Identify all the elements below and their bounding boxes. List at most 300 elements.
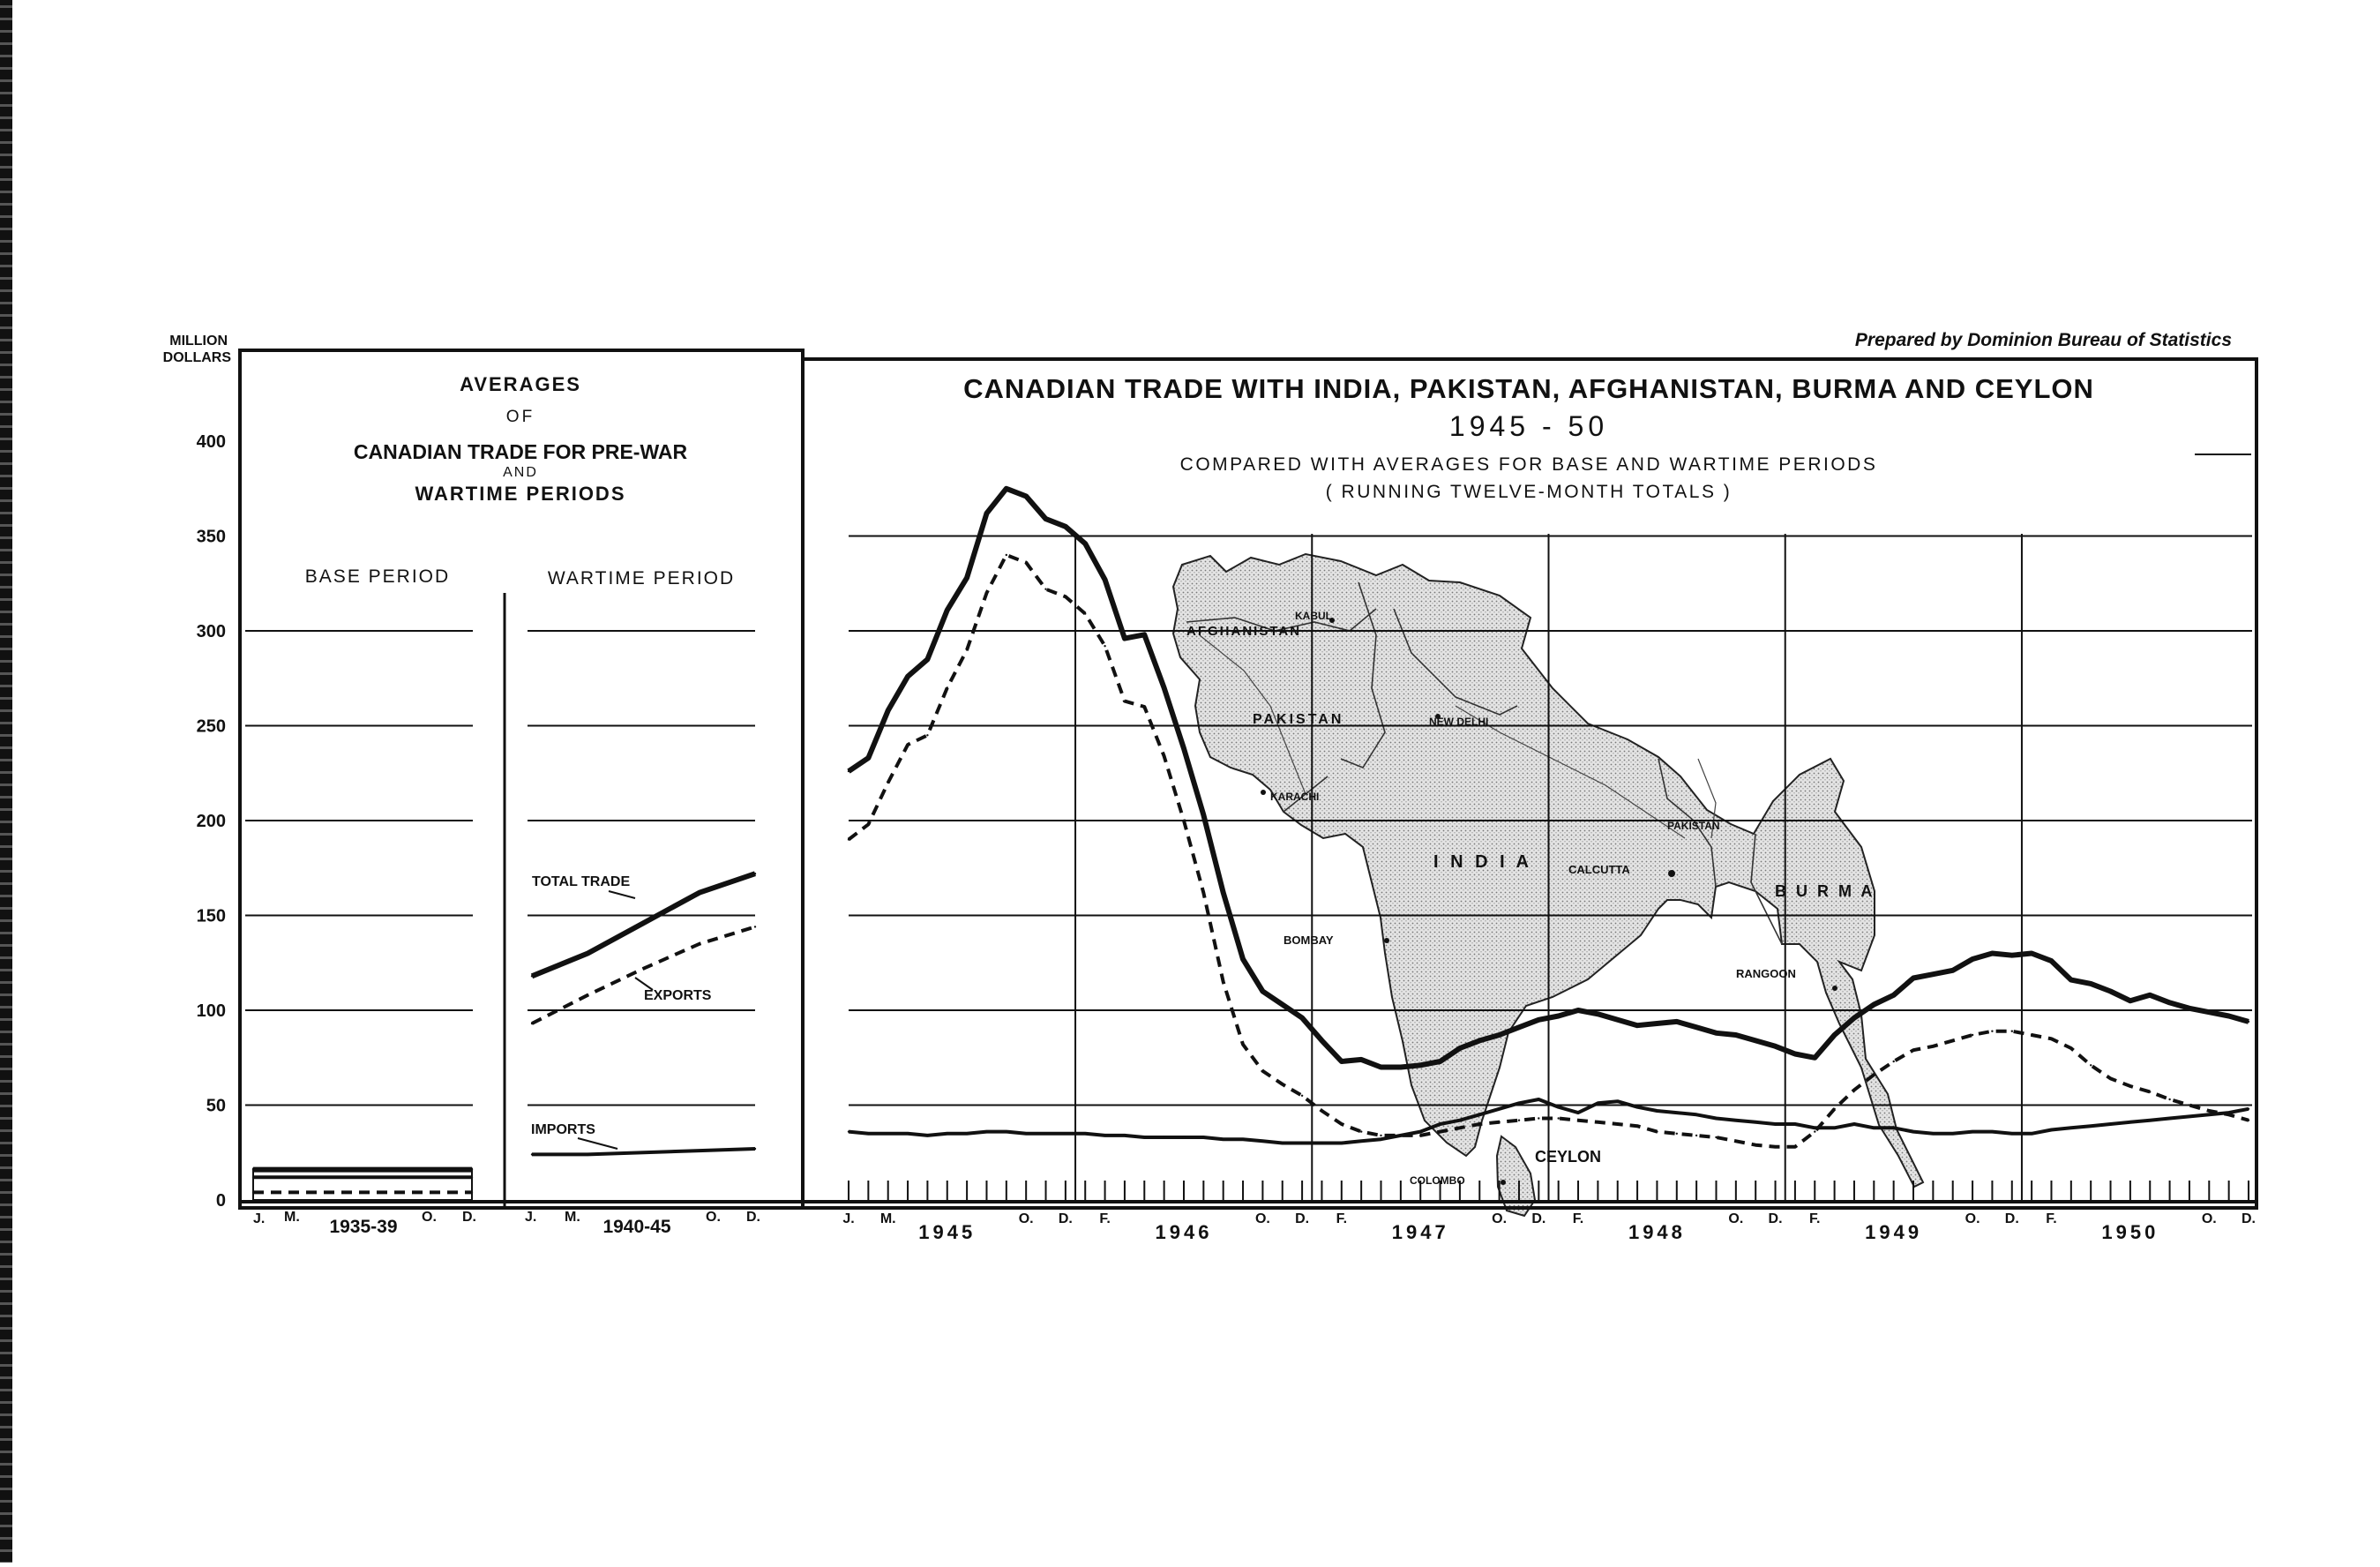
main-exports-point-61 (2050, 1038, 2052, 1039)
war-total-trade-point-0 (531, 975, 533, 977)
main-exports-point-15 (1143, 706, 1145, 708)
main-exports-point-32 (1478, 1123, 1480, 1125)
main-imports-point-65 (2129, 1121, 2131, 1123)
main-imports-point-53 (1893, 1127, 1895, 1128)
base-total-trade-point-0 (252, 1168, 254, 1170)
main-imports-point-43 (1695, 1113, 1697, 1115)
main-total-trade-point-31 (1459, 1047, 1461, 1049)
base-period-years: 1935-39 (329, 1217, 398, 1237)
main-exports-point-18 (1202, 892, 1204, 894)
main-exports-point-64 (2109, 1077, 2111, 1079)
scan-binding-edge (0, 0, 12, 1563)
main-exports-point-51 (1853, 1089, 1855, 1091)
main-total-trade-point-12 (1084, 543, 1086, 544)
main-exports-point-62 (2070, 1047, 2072, 1049)
base-exports-point-2 (398, 1191, 400, 1193)
map-label-bombay: BOMBAY (1284, 933, 1334, 947)
main-exports-point-36 (1558, 1117, 1560, 1119)
main-imports-point-26 (1360, 1140, 1362, 1142)
wartime-period-years: 1940-45 (602, 1217, 671, 1237)
main-exports-point-42 (1676, 1133, 1678, 1135)
main-imports-point-47 (1774, 1123, 1776, 1125)
main-imports-point-70 (2227, 1112, 2229, 1113)
y-axis-unit-line2: DOLLARS (162, 350, 231, 365)
main-imports-point-29 (1419, 1130, 1421, 1132)
map-city-dot-karachi (1261, 790, 1266, 795)
main-exports-point-6 (966, 649, 968, 650)
main-total-trade-point-11 (1065, 526, 1067, 528)
main-total-trade-point-16 (1163, 686, 1164, 688)
main-total-trade-point-33 (1498, 1034, 1500, 1036)
y-tick-label-50: 50 (206, 1096, 226, 1116)
base-total-trade-point-2 (398, 1168, 400, 1170)
main-imports-point-22 (1282, 1142, 1284, 1143)
main-year-label-1946: 1946 (1155, 1221, 1213, 1243)
main-total-trade-point-25 (1341, 1061, 1343, 1062)
main-imports-point-50 (1833, 1127, 1835, 1128)
map-label-india: I N D I A (1433, 852, 1532, 872)
main-x-tick-label-5: O. (1254, 1211, 1270, 1226)
y-tick-label-400: 400 (196, 432, 226, 452)
map-label-pakistan-west: PAKISTAN (1253, 712, 1344, 727)
main-total-trade-point-56 (1952, 970, 1954, 971)
map-label-new-delhi: NEW DELHI (1429, 716, 1489, 728)
main-total-trade-point-22 (1282, 1003, 1284, 1005)
main-exports-point-57 (1972, 1034, 1973, 1036)
war-total-trade-point-1 (587, 952, 588, 954)
map-city-dot-bombay (1384, 938, 1389, 943)
war-month-o: O. (706, 1210, 721, 1225)
main-imports-point-57 (1972, 1130, 1973, 1132)
map-label-rangoon: RANGOON (1736, 967, 1796, 980)
main-exports-point-26 (1360, 1130, 1362, 1132)
main-total-trade-point-9 (1025, 495, 1027, 497)
main-imports-point-32 (1478, 1113, 1480, 1115)
main-exports-point-46 (1755, 1144, 1756, 1146)
main-imports-point-19 (1223, 1138, 1224, 1140)
main-total-trade-point-64 (2109, 990, 2111, 992)
main-exports-point-7 (985, 592, 987, 594)
main-exports-point-0 (848, 838, 849, 840)
main-imports-point-28 (1400, 1135, 1402, 1136)
war-exports-point-4 (754, 926, 756, 927)
main-total-trade-point-1 (867, 757, 869, 759)
main-imports-point-5 (947, 1133, 948, 1135)
main-total-trade-point-28 (1400, 1066, 1402, 1068)
main-total-trade-point-38 (1597, 1013, 1598, 1015)
main-exports-point-27 (1380, 1135, 1381, 1136)
main-imports-point-8 (1006, 1130, 1007, 1132)
main-imports-point-1 (867, 1133, 869, 1135)
main-total-trade-point-63 (2090, 983, 2092, 985)
main-total-trade-point-41 (1656, 1023, 1658, 1024)
war-month-m: M. (565, 1210, 580, 1225)
base-total-trade-point-1 (326, 1168, 327, 1170)
base-month-j: J. (253, 1211, 266, 1226)
main-x-tick-label-10: F. (1572, 1211, 1584, 1226)
main-imports-point-13 (1104, 1135, 1105, 1136)
main-imports-point-71 (2248, 1108, 2249, 1110)
base-imports-point-2 (398, 1176, 400, 1178)
war-imports-point-2 (642, 1151, 644, 1153)
main-total-trade-point-8 (1006, 488, 1007, 490)
main-x-axis (242, 1181, 2256, 1243)
main-total-trade-point-37 (1577, 1009, 1579, 1011)
main-exports-point-12 (1084, 612, 1086, 614)
main-total-trade-point-35 (1538, 1019, 1539, 1021)
main-x-tick-label-7: F. (1336, 1211, 1348, 1226)
main-total-trade-point-67 (2168, 1001, 2170, 1003)
main-imports-point-36 (1558, 1106, 1560, 1108)
main-imports-point-3 (907, 1133, 909, 1135)
main-exports-point-25 (1341, 1123, 1343, 1125)
main-exports-point-9 (1025, 561, 1027, 563)
base-exports-point-1 (326, 1191, 327, 1193)
main-exports-point-11 (1065, 596, 1067, 597)
main-total-trade-point-6 (966, 577, 968, 579)
main-total-trade-point-69 (2208, 1011, 2210, 1013)
main-total-trade-point-32 (1478, 1039, 1480, 1041)
main-exports-point-24 (1321, 1110, 1322, 1112)
main-exports-point-20 (1242, 1044, 1244, 1046)
y-tick-label-350: 350 (196, 527, 226, 547)
main-imports-point-66 (2149, 1120, 2151, 1121)
base-imports-point-0 (252, 1176, 254, 1178)
map-label-karachi: KARACHI (1270, 791, 1320, 803)
main-x-tick-label-6: D. (1295, 1211, 1310, 1226)
series-label-imports: IMPORTS (531, 1122, 595, 1137)
main-imports-point-9 (1025, 1133, 1027, 1135)
main-exports-point-65 (2129, 1085, 2131, 1087)
base-month-m: M. (284, 1210, 300, 1225)
map-label-calcutta: CALCUTTA (1568, 863, 1630, 876)
main-x-tick-label-16: F. (2046, 1211, 2057, 1226)
main-total-trade-point-62 (2070, 978, 2072, 980)
main-x-tick-label-14: O. (1965, 1211, 1980, 1226)
main-total-trade-point-44 (1715, 1032, 1717, 1034)
main-total-trade-point-52 (1873, 1003, 1875, 1005)
main-x-tick-label-8: O. (1492, 1211, 1508, 1226)
main-total-trade-point-61 (2050, 960, 2052, 962)
war-imports-point-4 (754, 1148, 756, 1150)
main-total-trade-point-24 (1321, 1039, 1322, 1041)
main-total-trade-point-39 (1617, 1019, 1619, 1021)
main-total-trade-point-2 (887, 709, 889, 711)
main-exports-point-55 (1932, 1046, 1934, 1047)
main-total-trade-point-57 (1972, 958, 1973, 960)
main-imports-point-25 (1341, 1142, 1343, 1143)
y-tick-label-300: 300 (196, 622, 226, 641)
main-total-trade-point-29 (1419, 1064, 1421, 1066)
main-total-trade-point-60 (2031, 952, 2032, 954)
main-exports-point-1 (867, 823, 869, 825)
main-total-trade-point-5 (947, 609, 948, 611)
left-title-line5: WARTIME PERIODS (415, 483, 626, 505)
main-exports-point-21 (1261, 1070, 1263, 1072)
main-imports-point-42 (1676, 1112, 1678, 1113)
main-total-trade-point-49 (1814, 1057, 1815, 1059)
main-exports-point-59 (2011, 1031, 2013, 1032)
main-imports-point-18 (1202, 1136, 1204, 1138)
main-imports-point-16 (1163, 1136, 1164, 1138)
main-exports-point-40 (1636, 1125, 1638, 1127)
main-exports-point-53 (1893, 1061, 1895, 1062)
main-total-trade-point-10 (1044, 518, 1046, 520)
main-total-trade-point-51 (1853, 1016, 1855, 1018)
main-exports-point-16 (1163, 755, 1164, 757)
main-exports-point-31 (1459, 1127, 1461, 1128)
main-imports-point-7 (985, 1130, 987, 1132)
left-panel-text (253, 373, 760, 1237)
left-title-line4: AND (503, 465, 538, 480)
main-title-block (963, 373, 2094, 502)
credit-text: Prepared by Dominion Bureau of Statistics (1854, 330, 2232, 350)
map-ceylon-island (1497, 1136, 1535, 1216)
main-imports-point-45 (1735, 1120, 1737, 1121)
series-label-pointers (578, 891, 653, 1149)
map-label-afghanistan: AFGHANISTAN (1186, 624, 1302, 639)
main-imports-point-15 (1143, 1136, 1145, 1138)
main-imports-point-12 (1084, 1133, 1086, 1135)
base-total-trade-point-3 (471, 1168, 473, 1170)
base-imports-point-1 (326, 1176, 327, 1178)
main-total-trade-point-14 (1124, 637, 1126, 639)
main-exports-point-19 (1223, 981, 1224, 983)
main-x-tick-label-15: D. (2004, 1211, 2019, 1226)
base-month-d: D. (462, 1210, 476, 1225)
main-exports-point-66 (2149, 1091, 2151, 1092)
main-x-tick-label-17: O. (2201, 1211, 2217, 1226)
main-exports-point-47 (1774, 1146, 1776, 1148)
main-exports-point-8 (1006, 554, 1007, 556)
war-exports-point-1 (587, 994, 588, 996)
main-total-trade-point-40 (1636, 1024, 1638, 1026)
main-total-trade-point-65 (2129, 1000, 2131, 1001)
main-exports-point-48 (1794, 1146, 1796, 1148)
series-label-total-trade: TOTAL TRADE (532, 874, 631, 889)
main-imports-point-56 (1952, 1133, 1954, 1135)
main-year-label-1948: 1948 (1628, 1221, 1686, 1243)
main-total-trade-point-36 (1558, 1015, 1560, 1016)
y-tick-label-0: 0 (215, 1191, 226, 1211)
main-imports-point-38 (1597, 1102, 1598, 1104)
main-imports-point-55 (1932, 1133, 1934, 1135)
main-exports-point-58 (1991, 1031, 1993, 1032)
main-exports-point-68 (2189, 1104, 2190, 1106)
main-exports-point-54 (1912, 1049, 1914, 1051)
map-label-burma: B U R M A (1775, 882, 1875, 900)
main-imports-point-40 (1636, 1106, 1638, 1108)
main-total-trade-point-48 (1794, 1053, 1796, 1054)
main-x-tick-label-9: D. (1531, 1211, 1546, 1226)
main-imports-point-33 (1498, 1108, 1500, 1110)
map-city-dot-colombo (1501, 1180, 1506, 1185)
main-x-tick-label-0: J. (842, 1211, 855, 1226)
main-total-trade-point-26 (1360, 1059, 1362, 1061)
main-imports-point-23 (1301, 1142, 1303, 1143)
main-exports-point-67 (2168, 1098, 2170, 1100)
main-imports-point-31 (1459, 1120, 1461, 1121)
main-total-trade-point-0 (848, 770, 849, 772)
main-x-tick-label-4: F. (1099, 1211, 1111, 1226)
main-exports-point-33 (1498, 1121, 1500, 1123)
main-imports-point-24 (1321, 1142, 1322, 1143)
main-x-tick-label-11: O. (1728, 1211, 1744, 1226)
map-label-colombo: COLOMBO (1410, 1174, 1465, 1187)
main-exports-point-14 (1124, 700, 1126, 701)
main-years: 1945 - 50 (1448, 410, 1609, 442)
main-imports-point-54 (1912, 1130, 1914, 1132)
main-imports-point-64 (2109, 1123, 2111, 1125)
main-exports-point-37 (1577, 1120, 1579, 1121)
main-imports-point-52 (1873, 1127, 1875, 1128)
y-axis-ticks (197, 432, 226, 1211)
main-total-trade-point-58 (1991, 952, 1993, 954)
main-x-tick-label-2: O. (1018, 1211, 1034, 1226)
base-exports-point-3 (471, 1191, 473, 1193)
main-total-trade-point-55 (1932, 973, 1934, 975)
y-tick-label-150: 150 (196, 906, 226, 926)
main-imports-point-14 (1124, 1135, 1126, 1136)
war-month-d: D. (746, 1210, 760, 1225)
main-x-tick-label-1: M. (879, 1211, 896, 1226)
main-total-trade-point-66 (2149, 994, 2151, 996)
main-imports-point-68 (2189, 1115, 2190, 1117)
main-imports-point-20 (1242, 1138, 1244, 1140)
main-exports-point-2 (887, 782, 889, 784)
main-exports-point-60 (2031, 1034, 2032, 1036)
main-x-tick-label-13: F. (1809, 1211, 1821, 1226)
war-exports-line (532, 926, 755, 1023)
main-total-trade-point-15 (1143, 634, 1145, 635)
main-exports-point-10 (1044, 589, 1046, 590)
map-city-dot-calcutta (1668, 870, 1675, 877)
main-exports-point-35 (1538, 1117, 1539, 1119)
war-month-j: J. (525, 1210, 537, 1225)
main-exports-point-29 (1419, 1135, 1421, 1136)
main-imports-point-48 (1794, 1123, 1796, 1125)
main-imports-point-0 (848, 1130, 849, 1132)
war-total-trade-point-3 (699, 892, 700, 894)
left-title-line3: CANADIAN TRADE FOR PRE-WAR (353, 440, 688, 463)
main-imports-point-49 (1814, 1127, 1815, 1128)
main-year-label-1947: 1947 (1391, 1221, 1449, 1243)
y-tick-label-100: 100 (196, 1001, 226, 1021)
main-imports-point-59 (2011, 1133, 2013, 1135)
main-total-trade-point-54 (1912, 977, 1914, 978)
base-month-o: O. (422, 1210, 437, 1225)
main-total-trade-point-3 (907, 675, 909, 677)
main-exports-point-23 (1301, 1095, 1303, 1097)
war-imports-point-3 (699, 1150, 700, 1151)
main-exports-point-69 (2208, 1110, 2210, 1112)
main-imports-point-2 (887, 1133, 889, 1135)
war-exports-point-3 (699, 943, 700, 945)
main-total-trade-point-23 (1301, 1016, 1303, 1018)
main-imports-point-34 (1518, 1102, 1520, 1104)
main-imports-point-6 (966, 1133, 968, 1135)
main-total-trade-point-70 (2227, 1015, 2229, 1016)
main-subtitle-2: ( RUNNING TWELVE-MONTH TOTALS ) (1325, 482, 1733, 502)
base-exports-point-0 (252, 1191, 254, 1193)
main-exports-point-44 (1715, 1136, 1717, 1138)
main-subtitle-1: COMPARED WITH AVERAGES FOR BASE AND WARTIME PERIODS (1179, 454, 1878, 475)
main-imports-point-30 (1439, 1123, 1441, 1125)
main-imports-point-37 (1577, 1112, 1579, 1113)
main-total-trade-point-18 (1202, 813, 1204, 815)
war-imports-point-1 (587, 1153, 588, 1155)
main-exports-point-39 (1617, 1123, 1619, 1125)
main-exports-point-3 (907, 744, 909, 746)
base-imports-point-3 (471, 1176, 473, 1178)
main-imports-point-69 (2208, 1113, 2210, 1115)
main-imports-point-35 (1538, 1098, 1539, 1100)
main-year-label-1945: 1945 (918, 1221, 977, 1243)
main-exports-point-13 (1104, 645, 1105, 647)
main-exports-point-50 (1833, 1108, 1835, 1110)
main-exports-point-30 (1439, 1130, 1441, 1132)
main-imports-point-67 (2168, 1117, 2170, 1119)
main-total-trade-point-46 (1755, 1039, 1756, 1041)
main-total-trade-point-19 (1223, 892, 1224, 894)
main-total-trade-point-43 (1695, 1026, 1697, 1028)
main-total-trade-point-7 (985, 513, 987, 514)
main-exports-point-17 (1183, 820, 1185, 821)
main-imports-point-58 (1991, 1130, 1993, 1132)
main-exports-point-49 (1814, 1130, 1815, 1132)
main-total-trade-point-71 (2248, 1021, 2249, 1023)
wartime-period-label: WARTIME PERIOD (547, 568, 736, 589)
main-total-trade-point-17 (1183, 747, 1185, 749)
main-x-tick-label-12: D. (1768, 1211, 1783, 1226)
main-total-trade-point-20 (1242, 958, 1244, 960)
main-exports-point-5 (947, 686, 948, 688)
main-title: CANADIAN TRADE WITH INDIA, PAKISTAN, AFGHANISTAN, BURMA AND CEYLON (963, 373, 2094, 404)
main-imports-point-44 (1715, 1117, 1717, 1119)
main-imports-point-51 (1853, 1123, 1855, 1125)
main-exports-point-71 (2248, 1120, 2249, 1121)
main-imports-point-46 (1755, 1121, 1756, 1123)
main-imports-point-61 (2050, 1128, 2052, 1130)
main-total-trade-point-68 (2189, 1008, 2190, 1009)
war-imports-point-0 (531, 1153, 533, 1155)
main-imports-point-27 (1380, 1138, 1381, 1140)
main-imports-point-62 (2070, 1127, 2072, 1128)
main-exports-point-45 (1735, 1140, 1737, 1142)
main-total-trade-point-21 (1261, 990, 1263, 992)
main-imports-point-10 (1044, 1133, 1046, 1135)
main-imports-point-39 (1617, 1100, 1619, 1102)
main-total-trade-point-13 (1104, 579, 1105, 581)
main-year-label-1949: 1949 (1865, 1221, 1923, 1243)
main-total-trade-point-34 (1518, 1026, 1520, 1028)
main-imports-point-11 (1065, 1133, 1067, 1135)
main-imports-point-63 (2090, 1125, 2092, 1127)
war-exports-point-2 (642, 968, 644, 970)
main-exports-point-4 (926, 734, 928, 736)
war-exports-point-0 (531, 1023, 533, 1024)
main-exports-point-63 (2090, 1064, 2092, 1066)
series-label-exports: EXPORTS (644, 988, 712, 1003)
left-title-line2: OF (505, 408, 535, 426)
main-exports-point-22 (1282, 1083, 1284, 1085)
main-exports-point-56 (1952, 1039, 1954, 1041)
map-city-dot-rangoon (1832, 986, 1837, 991)
main-imports-point-21 (1261, 1140, 1263, 1142)
base-period-label: BASE PERIOD (304, 566, 451, 587)
main-total-trade-point-50 (1833, 1034, 1835, 1036)
main-exports-point-38 (1597, 1121, 1598, 1123)
